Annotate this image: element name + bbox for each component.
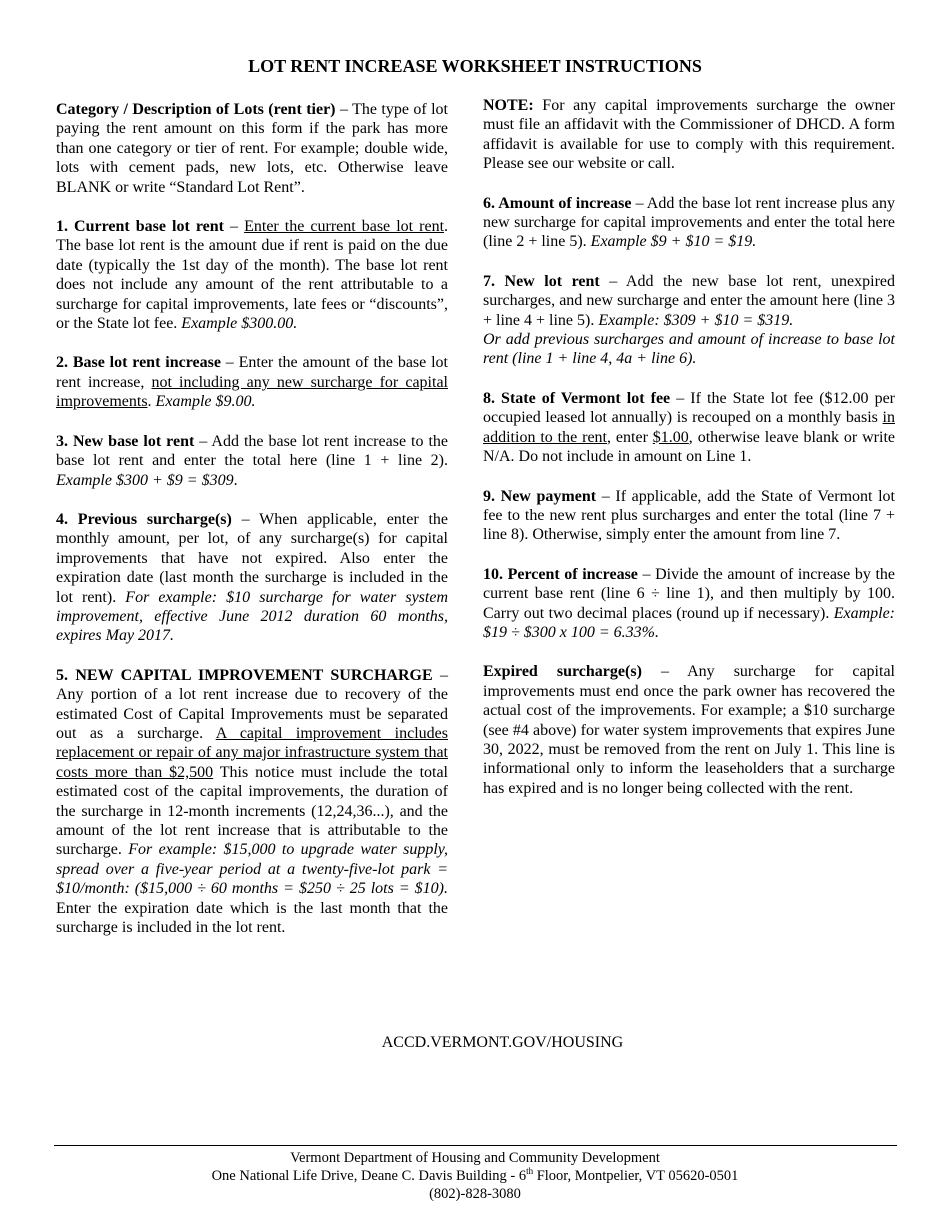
line2-text: – Enter the amount of the base lot rent increase, bbox=[56, 354, 448, 391]
expired-instruction bbox=[483, 662, 895, 798]
line5-example: For example: $15,000 to upgrade water supply, spread over a five-year period at a twenty-five-lot park = $10/month: ($15,000 ÷ 60 months = $250 ÷ 25 lots = $10). bbox=[56, 841, 448, 898]
line9-text: – If applicable, add the State of Vermont lot fee to the new rent plus surcharges and enter the total (line 7 + line 8). Otherwise, simply enter the amount from line 7. bbox=[483, 487, 896, 544]
line8-text-2: , enter bbox=[607, 428, 653, 446]
line8-underlined-1: in addition to the rent bbox=[483, 409, 895, 446]
footer bbox=[0, 1149, 950, 1203]
line9-instruction bbox=[483, 487, 895, 545]
line8-text-1: – If the State lot fee ($12.00 per occupied leased lot annually) is recouped on a monthly basis bbox=[483, 389, 896, 427]
line8-instruction bbox=[483, 389, 895, 467]
category-instruction bbox=[56, 100, 448, 197]
line8-heading: 8. State of Vermont lot fee bbox=[483, 389, 671, 407]
line7-instruction bbox=[483, 272, 895, 369]
line10-heading: 10. Percent of increase bbox=[483, 565, 638, 583]
line10-instruction bbox=[483, 565, 895, 643]
footer-address-part2: Floor, Montpelier, VT 05620-0501 bbox=[533, 1168, 739, 1184]
note-text: For any capital improvements surcharge the owner must file an affidavit with the Commissioner of DHCD. A form affidavit is available for use to comply with this requirement. Please see our website or call. bbox=[483, 97, 895, 173]
line2-heading: 2. Base lot rent increase bbox=[56, 354, 221, 372]
line3-heading: 3. New base lot rent bbox=[56, 432, 195, 450]
line6-example: Example $9 + $10 = $19. bbox=[590, 233, 757, 251]
footer-address-part1: One National Life Drive, Deane C. Davis Building - 6 bbox=[211, 1168, 527, 1184]
footer-phone: (802)-828-3080 bbox=[429, 1186, 521, 1202]
line6-heading: 6. Amount of increase bbox=[483, 194, 632, 212]
footer-address bbox=[0, 1167, 950, 1185]
line1-example: Example $300.00. bbox=[181, 315, 298, 333]
line8-underlined-2: $1.00 bbox=[652, 428, 689, 446]
line3-example: Example $300 + $9 = $309 bbox=[56, 471, 234, 489]
website-link[interactable]: ACCD.VERMONT.GOV/HOUSING bbox=[381, 1034, 624, 1051]
line2-example: Example $9.00. bbox=[155, 393, 256, 411]
line8-text-3: , otherwise leave blank or write N/A. Do not include in amount on Line 1. bbox=[483, 428, 896, 466]
line10-example: Example: $19 ÷ $300 x 100 = 6.33%. bbox=[483, 604, 895, 641]
line2-underlined: not including any new surcharge for capital improvements bbox=[56, 373, 448, 411]
line3-dot: . bbox=[233, 471, 238, 489]
footer-address-sup: th bbox=[526, 1166, 534, 1177]
page-title: LOT RENT INCREASE WORKSHEET INSTRUCTIONS bbox=[248, 56, 702, 76]
line1-heading: 1. Current base lot rent bbox=[56, 218, 225, 236]
line4-heading: 4. Previous surcharge(s) bbox=[56, 510, 232, 528]
right-column bbox=[483, 96, 895, 818]
line7-text: – Add the new base lot rent, unexpired surcharges, and new surcharge and enter the amount here (line 3 + line 4 + line 5). bbox=[483, 272, 896, 329]
category-text: – The type of lot paying the rent amount on this form if the park has more than one category or tier of rent. For example; double wide, lots with cement pads, new lots, etc. Otherwise leave BLANK or write “Standard Lot Rent”. bbox=[56, 101, 448, 196]
expired-heading: Expired surcharge(s) bbox=[483, 663, 642, 681]
line4-example: For example: $10 surcharge for water system improvement, effective June 2012 duration 60 months, expires May 2017. bbox=[56, 588, 448, 645]
line5-heading: 5. NEW CAPITAL IMPROVEMENT SURCHARGE bbox=[56, 666, 433, 684]
footer-divider bbox=[54, 1145, 897, 1146]
expired-text: – Any surcharge for capital improvements must end once the park owner has recovered the actual cost of the improvements. For example; a $10 surcharge (see #4 above) for water system improvements that expires June 30, 2022, must be removed from the rent on July 1. This line is informational only to inform the leaseholders that a surcharge has expired and is no longer being collected with the rent. bbox=[483, 663, 895, 797]
line9-heading: 9. New payment bbox=[483, 487, 597, 505]
line7-example: Example: $309 + $10 = $319. bbox=[598, 311, 794, 329]
line7-heading: 7. New lot rent bbox=[483, 272, 600, 290]
line5-text-3: Enter the expiration date which is the last month that the surcharge is included in the lot rent. bbox=[56, 899, 448, 937]
line5-underlined: A capital improvement includes replacement or repair of any major infrastructure system that costs more than $2,500 bbox=[56, 724, 449, 781]
line2-instruction bbox=[56, 353, 448, 411]
line6-text: – Add the base lot rent increase plus any new surcharge for capital improvements and enter the total here (line 2 + line 5). bbox=[483, 194, 896, 251]
line5-text-2: This notice must include the total estimated cost of the capital improvements, the duration of the surcharge in 12-month increments (12,24,36...), and the amount of the lot rent increase that is attributable to the surcharge. bbox=[56, 763, 449, 859]
line3-instruction bbox=[56, 432, 448, 490]
line4-text: – When applicable, enter the monthly amount, per lot, of any surcharge(s) for capital improvements that have not expired. Also enter the expiration date (last month the surcharge is included in the lot rent). bbox=[56, 510, 449, 606]
line5-text-1: – Any portion of a lot rent increase due to recovery of the estimated Cost of Capital Improvements must be separated out as a surcharge. bbox=[56, 666, 448, 742]
line4-instruction bbox=[56, 510, 448, 646]
line1-dash: – bbox=[224, 218, 245, 236]
line2-dot: . bbox=[147, 393, 156, 411]
line6-instruction bbox=[483, 194, 895, 252]
line5-instruction bbox=[56, 666, 448, 938]
line1-text: . The base lot rent is the amount due if rent is paid on the due date (typically the 1st day of the month). The base lot rent does not include any amount of the rent attributable to a surcharge for capital improvements, late fees or “discounts”, or the State lot fee. bbox=[56, 218, 449, 333]
line7-example-alt: Or add previous surcharges and amount of increase to base lot rent (line 1 + line 4, 4a + line 6). bbox=[483, 331, 895, 368]
left-column bbox=[56, 100, 448, 957]
line1-underlined: Enter the current base lot rent bbox=[244, 218, 445, 236]
line3-text: – Add the base lot rent increase to the base lot rent and enter the total here (line 1 + line 2). bbox=[56, 432, 449, 470]
line10-text: – Divide the amount of increase by the current base rent (line 6 ÷ line 1), and then multiply by 100. Carry out two decimal places (round up if necessary). bbox=[483, 565, 895, 622]
line1-instruction bbox=[56, 217, 448, 333]
note-instruction bbox=[483, 96, 895, 174]
category-heading: Category / Description of Lots (rent tier) bbox=[56, 101, 336, 118]
note-heading: NOTE: bbox=[483, 97, 534, 114]
footer-org-name: Vermont Department of Housing and Community Development bbox=[290, 1150, 660, 1166]
